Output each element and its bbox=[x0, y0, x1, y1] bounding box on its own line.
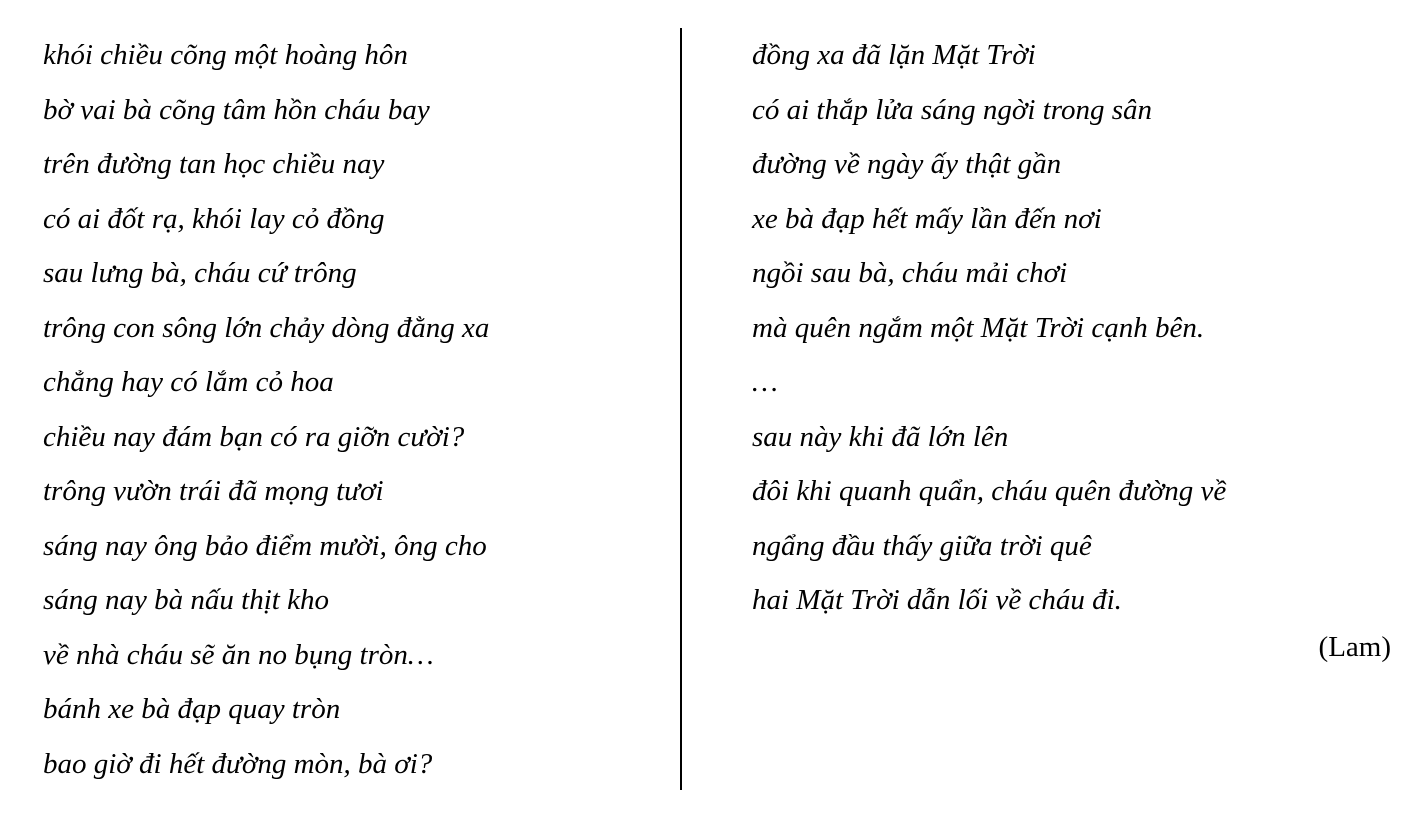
poem-line: sáng nay ông bảo điểm mười, ông cho bbox=[43, 529, 487, 562]
column-divider bbox=[680, 28, 682, 790]
poem-line: về nhà cháu sẽ ăn no bụng tròn… bbox=[43, 638, 434, 671]
poem-line: chẳng hay có lắm cỏ hoa bbox=[43, 366, 334, 398]
poem-line: đồng xa đã lặn Mặt Trời bbox=[752, 39, 1036, 71]
poem-line: chiều nay đám bạn có ra giỡn cười? bbox=[43, 420, 465, 453]
poem-line: ngẩng đầu thấy giữa trời quê bbox=[752, 529, 1092, 562]
poem-right-column bbox=[752, 28, 1392, 628]
poem-line: có ai thắp lửa sáng ngời trong sân bbox=[752, 93, 1152, 126]
poem-line: khói chiều cõng một hoàng hôn bbox=[43, 39, 408, 71]
poem-line: bánh xe bà đạp quay tròn bbox=[43, 693, 341, 725]
poem-line: đôi khi quanh quẩn, cháu quên đường về bbox=[752, 475, 1227, 507]
poem-line: đường về ngày ấy thật gần bbox=[752, 148, 1062, 180]
poem-ellipsis: … bbox=[752, 366, 778, 398]
poem-line: mà quên ngắm một Mặt Trời cạnh bên. bbox=[752, 311, 1205, 344]
poem-line: hai Mặt Trời dẫn lối về cháu đi. bbox=[752, 584, 1122, 616]
poem-line: trên đường tan học chiều nay bbox=[43, 148, 385, 180]
poem-line: sau này khi đã lớn lên bbox=[752, 420, 1009, 453]
poem-left-column bbox=[43, 28, 653, 791]
poem-line: sáng nay bà nấu thịt kho bbox=[43, 584, 329, 616]
poem-author: (Lam) bbox=[1318, 631, 1391, 663]
poem-line: bờ vai bà cõng tâm hồn cháu bay bbox=[43, 93, 430, 126]
poem-line: bao giờ đi hết đường mòn, bà ơi? bbox=[43, 747, 433, 780]
poem-line: sau lưng bà, cháu cứ trông bbox=[43, 257, 357, 289]
poem-line: trông vườn trái đã mọng tươi bbox=[43, 475, 384, 507]
poem-line: có ai đốt rạ, khói lay cỏ đồng bbox=[43, 202, 385, 235]
poem-line: xe bà đạp hết mấy lần đến nơi bbox=[752, 202, 1102, 235]
poem-line: trông con sông lớn chảy dòng đằng xa bbox=[43, 311, 490, 344]
poem-line: ngồi sau bà, cháu mải chơi bbox=[752, 257, 1068, 289]
